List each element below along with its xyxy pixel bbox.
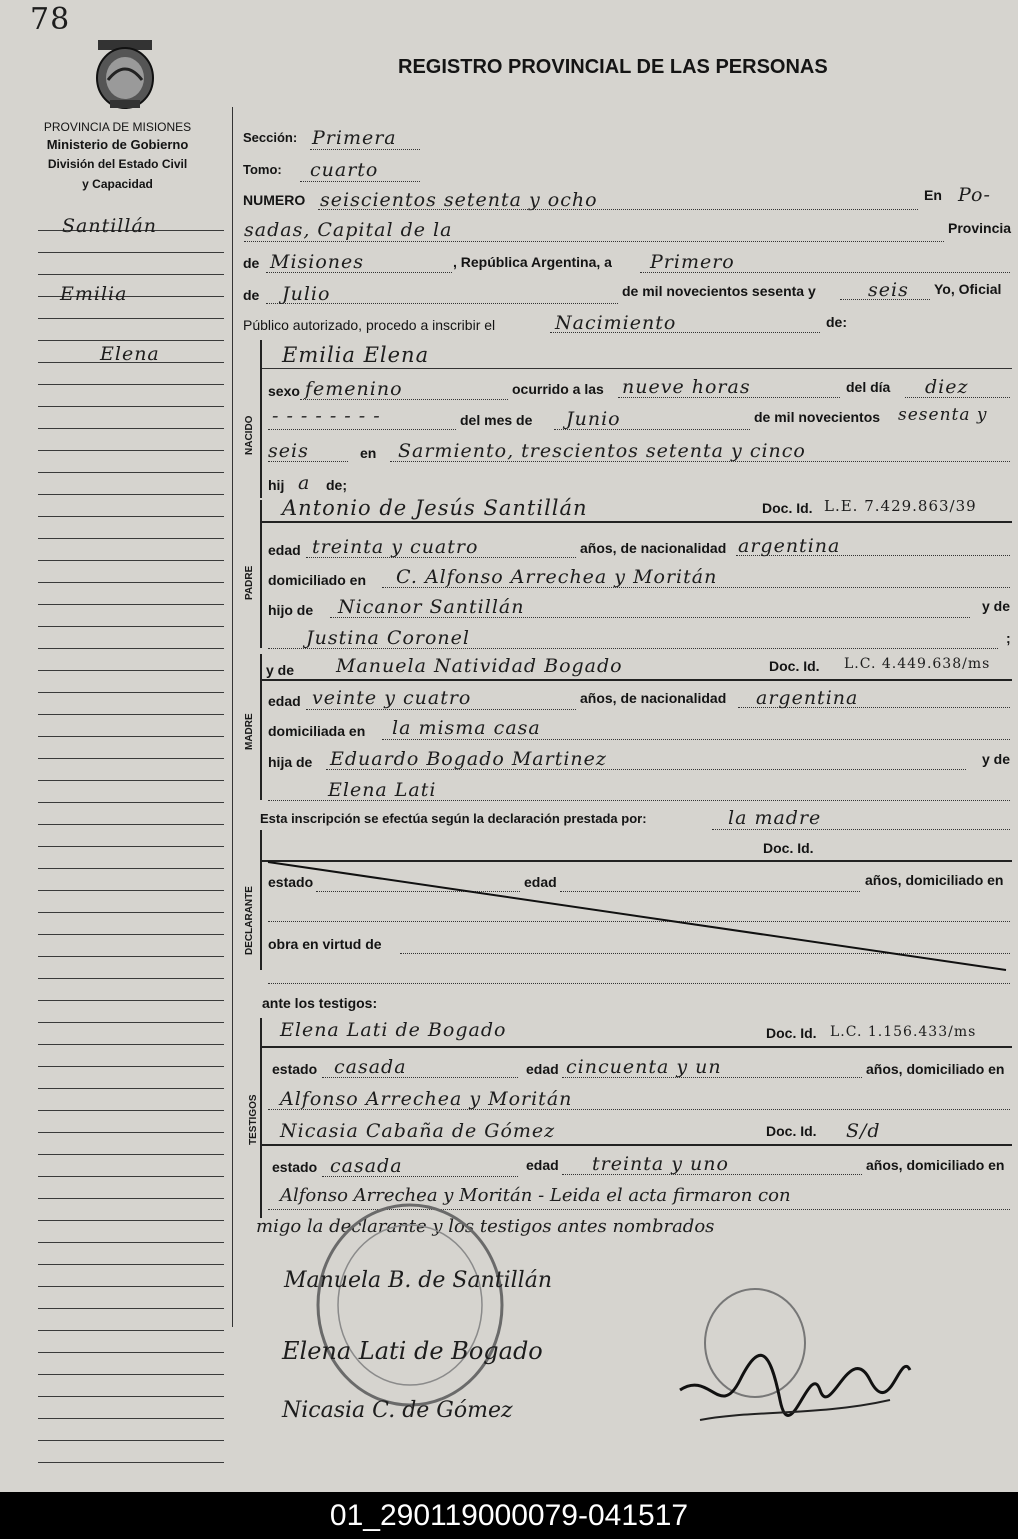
madre-dom-label: domiciliada en: [268, 723, 366, 739]
margin-rule: [38, 1044, 224, 1045]
padre-dom-line: [382, 586, 1010, 588]
provincial-crest: [92, 38, 158, 114]
testigo1-anios-label: años, domiciliado en: [866, 1061, 1005, 1077]
madre-nac-value: argentina: [756, 687, 859, 709]
margin-rule: [38, 780, 224, 781]
madre-doc-value: L.C. 4.449.638/ms: [844, 656, 991, 672]
margin-rule: [38, 428, 224, 429]
margin-rule: [38, 1176, 224, 1177]
testigo1-estado-value: casada: [334, 1056, 407, 1078]
nacido-bracket: [260, 340, 262, 498]
margin-rule: [38, 406, 224, 407]
provincia-label: Provincia: [948, 220, 1012, 236]
year-label: de mil novecientos sesenta y: [622, 283, 816, 299]
lugar-value: Sarmiento, trescientos setenta y cinco: [398, 440, 806, 462]
margin-surname: Santillán: [62, 215, 158, 237]
mes-label: del mes de: [460, 412, 533, 428]
dia-value: diez: [925, 376, 969, 398]
city-line: [244, 240, 944, 242]
document-title: REGISTRO PROVINCIAL DE LAS PERSONAS: [398, 56, 828, 78]
margin-divider: [232, 107, 233, 1327]
margin-rule: [38, 318, 224, 319]
en-value: Po-: [958, 184, 991, 206]
margin-rule: [38, 890, 224, 891]
margin-rule: [38, 1308, 224, 1309]
testigo1-name-line: [262, 1044, 1012, 1048]
division-line-1: División del Estado Civil: [47, 157, 188, 171]
madre-bracket: [260, 654, 262, 800]
testigo2-edad-line: [562, 1173, 862, 1175]
publico-label: Público autorizado, procedo a inscribir el: [243, 317, 496, 333]
anio-value-2: seis: [268, 440, 309, 462]
testigo2-dom-value: Alfonso Arrechea y Moritán - Leida el acta firmaron con: [280, 1185, 791, 1206]
margin-rule: [38, 648, 224, 649]
mes-value: Junio: [566, 408, 621, 430]
margin-middle-name: Elena: [100, 343, 160, 365]
testigo2-doc-value: S/d: [846, 1120, 881, 1142]
testigo2-anios-label: años, domiciliado en: [866, 1157, 1005, 1173]
padre-nac-line: [736, 554, 1010, 556]
madre-nac-line: [738, 706, 1010, 708]
padre-name-line: [262, 519, 1012, 523]
hijo-suffix: a: [298, 472, 311, 494]
margin-rule: [38, 472, 224, 473]
dia-label: del día: [846, 379, 891, 395]
testigos-bracket: [260, 1018, 262, 1218]
margin-rule: [38, 956, 224, 957]
testigo1-estado-line: [322, 1076, 518, 1078]
declarante-estado-label: estado: [268, 874, 314, 890]
sexo-line: [300, 398, 508, 400]
padre-edad-value: treinta y cuatro: [312, 536, 479, 558]
declarante-side-label: DECLARANTE: [244, 886, 255, 955]
padre-name: Antonio de Jesús Santillán: [282, 496, 588, 520]
margin-rule: [38, 1462, 224, 1463]
testigo2-estado-label: estado: [272, 1159, 318, 1175]
month-value: Julio: [282, 283, 331, 305]
sexo-label: sexo: [268, 383, 300, 399]
page-number: 78: [30, 2, 71, 37]
province-value: Misiones: [270, 251, 365, 273]
tomo-label: Tomo:: [243, 162, 282, 177]
padre-father-value: Nicanor Santillán: [338, 596, 525, 618]
margin-rule: [38, 1286, 224, 1287]
hora-line: [618, 396, 840, 398]
declaracion-value: la madre: [728, 807, 822, 829]
declarante-doc-label: Doc. Id.: [763, 840, 814, 856]
margin-rule: [38, 1000, 224, 1001]
padre-edad-label: edad: [268, 542, 301, 558]
numero-value: seiscientos setenta y ocho: [320, 189, 598, 211]
margin-rule: [38, 582, 224, 583]
registry-stamp: [300, 1195, 680, 1425]
province-line: [266, 271, 452, 273]
margin-rule: [38, 1374, 224, 1375]
padre-edad-line: [306, 556, 576, 558]
de3-label: de:: [826, 314, 847, 330]
margin-rule: [38, 978, 224, 979]
margin-rule: [38, 340, 224, 341]
official-signature: [660, 1330, 960, 1440]
city-value: sadas, Capital de la: [244, 219, 453, 241]
madre-name-line: [262, 677, 1012, 681]
padre-mother-line: [268, 647, 998, 649]
seccion-label: Sección:: [243, 130, 298, 145]
anio-value-2-line: [268, 460, 348, 462]
testigo1-edad-value: cincuenta y un: [566, 1056, 722, 1078]
margin-rule: [38, 384, 224, 385]
testigo2-edad-value: treinta y uno: [592, 1153, 729, 1175]
dia-line: [905, 396, 1010, 398]
margin-rule: [38, 538, 224, 539]
signature-testigo-2: Nicasia C. de Gómez: [282, 1398, 513, 1423]
nacido-side-label: NACIDO: [244, 415, 255, 455]
margin-rule: [38, 868, 224, 869]
en-place-label: en: [360, 445, 377, 461]
testigo1-edad-line: [562, 1076, 862, 1078]
margin-rule: [38, 1022, 224, 1023]
margin-rule: [38, 274, 224, 275]
margin-rule: [38, 846, 224, 847]
margin-rule: [38, 1440, 224, 1441]
padre-dom-value: C. Alfonso Arrechea y Moritán: [396, 566, 718, 588]
madre-mother-value: Elena Lati: [328, 779, 437, 801]
lugar-line: [390, 460, 1010, 462]
testigo2-name-line: [262, 1142, 1012, 1146]
margin-rule: [38, 1242, 224, 1243]
numero-label: NUMERO: [243, 192, 306, 208]
province-name: PROVINCIA DE MISIONES: [43, 120, 192, 134]
nacido-name-line: [262, 367, 1012, 369]
padre-hijo-de-label: hijo de: [268, 602, 314, 618]
testigo1-dom-line: [268, 1108, 1010, 1110]
margin-rule: [38, 692, 224, 693]
year-value: seis: [868, 279, 909, 301]
hijo-label: hij: [268, 477, 285, 493]
de-label: de: [243, 255, 260, 271]
seccion-value: Primera: [312, 127, 397, 149]
oficial-label: Yo, Oficial: [934, 281, 1002, 297]
padre-mother-value: Justina Coronel: [306, 627, 470, 649]
testigo1-edad-label: edad: [526, 1061, 559, 1077]
testigo1-dom-value: Alfonso Arrechea y Moritán: [280, 1088, 573, 1110]
closing-text: migo la declarante y los testigos antes nombrados: [256, 1216, 715, 1237]
declaracion-line: [712, 828, 1010, 830]
margin-rule: [38, 736, 224, 737]
madre-side-label: MADRE: [244, 713, 255, 750]
madre-dom-line: [382, 738, 1010, 740]
tomo-value: cuarto: [310, 159, 379, 181]
margin-rule: [38, 450, 224, 451]
padre-nac-label: años, de nacionalidad: [580, 540, 727, 556]
declarante-anios-label: años, domiciliado en: [865, 872, 1004, 888]
padre-doc-label: Doc. Id.: [762, 500, 813, 516]
madre-y-de-label: y de: [266, 662, 295, 678]
madre-edad-value: veinte y cuatro: [312, 687, 472, 709]
padre-nac-value: argentina: [738, 535, 841, 557]
margin-rule: [38, 714, 224, 715]
declarante-edad-label: edad: [524, 874, 557, 890]
day-line: [640, 271, 1010, 273]
testigo2-name: Nicasia Cabaña de Gómez: [280, 1120, 556, 1142]
nacido-name: Emilia Elena: [282, 343, 430, 367]
padre-doc-value: L.E. 7.429.863/39: [824, 497, 977, 515]
tomo-line: [300, 180, 420, 182]
testigo2-estado-value: casada: [330, 1155, 403, 1177]
year-line: [840, 298, 930, 300]
month-line: [266, 302, 618, 304]
madre-y-de-label-2: y de: [982, 751, 1011, 767]
margin-rule: [38, 912, 224, 913]
margin-rule: [38, 604, 224, 605]
testigo2-estado-line: [322, 1175, 518, 1177]
madre-hija-de-label: hija de: [268, 754, 313, 770]
de2-label: de: [243, 287, 260, 303]
dash-line: [268, 428, 456, 430]
margin-rule: [38, 934, 224, 935]
margin-rule: [38, 560, 224, 561]
numero-line: [318, 208, 918, 210]
margin-rule: [38, 1352, 224, 1353]
margin-rule: [38, 1088, 224, 1089]
declaracion-label: Esta inscripción se efectúa según la declaración prestada por:: [260, 811, 647, 826]
image-id-footer: 01_290119000079-041517: [0, 1492, 1018, 1539]
margin-rule: [38, 1220, 224, 1221]
declarante-extra-line: [268, 982, 1010, 984]
acta-type-line: [550, 331, 820, 333]
margin-rule: [38, 1132, 224, 1133]
en-label: En: [924, 187, 942, 203]
madre-name: Manuela Natividad Bogado: [336, 655, 623, 677]
padre-father-line: [330, 616, 970, 618]
margin-first-name: Emilia: [60, 283, 128, 305]
dash-value: - - - - - - - -: [272, 405, 381, 427]
testigos-side-label: TESTIGOS: [248, 1094, 259, 1145]
signature-testigo-1: Elena Lati de Bogado: [282, 1337, 543, 1365]
margin-rule: [38, 1066, 224, 1067]
margin-rule: [38, 626, 224, 627]
testigo1-name: Elena Lati de Bogado: [280, 1019, 507, 1041]
anio-value: sesenta y: [898, 405, 988, 425]
margin-rule: [38, 252, 224, 253]
testigo1-estado-label: estado: [272, 1061, 318, 1077]
margin-rule: [38, 758, 224, 759]
testigo2-edad-label: edad: [526, 1157, 559, 1173]
ministry-name: Ministerio de Gobierno: [46, 137, 189, 152]
madre-edad-line: [306, 708, 576, 710]
seccion-line: [310, 148, 420, 150]
margin-rule: [38, 1330, 224, 1331]
margin-rule: [38, 516, 224, 517]
sexo-value: femenino: [305, 378, 403, 400]
madre-dom-value: la misma casa: [392, 717, 541, 739]
testigo2-doc-label: Doc. Id.: [766, 1123, 817, 1139]
mes-line: [554, 428, 750, 430]
margin-rule: [38, 824, 224, 825]
padre-dom-label: domiciliado en: [268, 572, 367, 588]
madre-father-line: [326, 768, 966, 770]
padre-side-label: PADRE: [244, 565, 255, 600]
declarante-obra-label: obra en virtud de: [268, 936, 382, 952]
margin-rule: [38, 1396, 224, 1397]
madre-father-value: Eduardo Bogado Martinez: [330, 748, 607, 770]
margin-rule: [38, 494, 224, 495]
padre-y-de-label: y de: [982, 598, 1011, 614]
testigo1-doc-label: Doc. Id.: [766, 1025, 817, 1041]
anio-label: de mil novecientos: [754, 409, 881, 425]
testigo1-doc-value: L.C. 1.156.433/ms: [830, 1024, 977, 1040]
division-line-2: y Capacidad: [82, 177, 153, 191]
hora-value: nueve horas: [622, 376, 751, 398]
republica-label: , República Argentina, a: [453, 254, 612, 270]
madre-nac-label: años, de nacionalidad: [580, 690, 727, 706]
margin-rule: [38, 802, 224, 803]
margin-rule: [38, 1264, 224, 1265]
margin-rule: [38, 670, 224, 671]
hijo-de: de;: [326, 477, 347, 493]
margin-rule: [38, 1418, 224, 1419]
margin-rule: [38, 1110, 224, 1111]
madre-edad-label: edad: [268, 693, 301, 709]
margin-rule: [38, 1154, 224, 1155]
declarante-strikethrough: [262, 858, 1012, 978]
padre-semicolon: ;: [1006, 630, 1011, 646]
acta-type: Nacimiento: [555, 312, 677, 334]
madre-doc-label: Doc. Id.: [769, 658, 820, 674]
margin-rule: [38, 1198, 224, 1199]
day-value: Primero: [650, 251, 735, 273]
madre-mother-line: [268, 799, 1010, 801]
signature-madre: Manuela B. de Santillán: [284, 1268, 552, 1293]
ocurrido-label: ocurrido a las: [512, 381, 604, 397]
testigos-intro: ante los testigos:: [262, 995, 378, 1011]
